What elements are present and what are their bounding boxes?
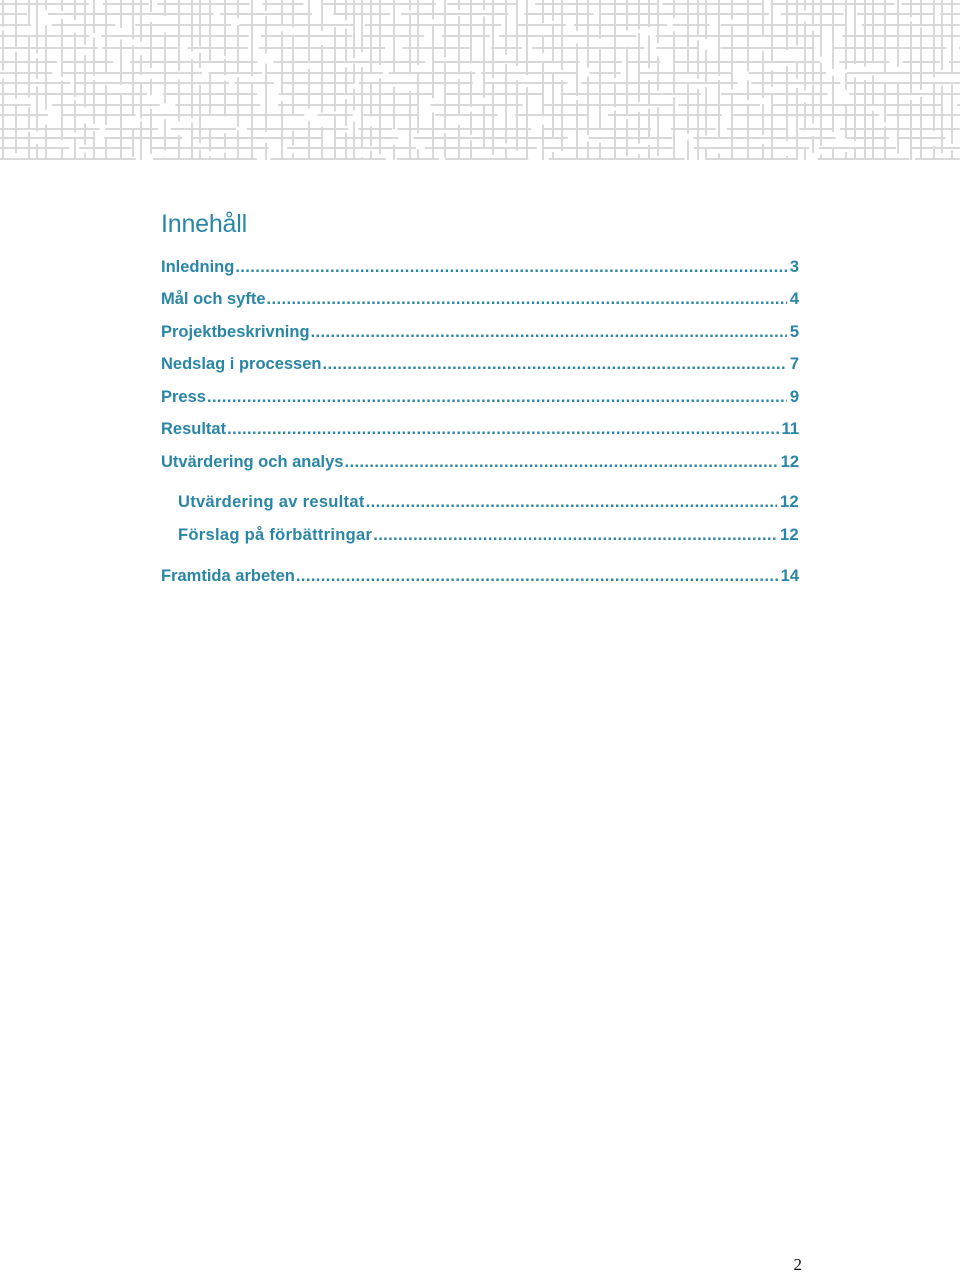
toc-entry-utvardering-och-analys[interactable] [161,450,799,474]
toc-entry-label: Utvärdering av resultat [178,493,365,511]
toc-title: Innehåll [161,210,247,238]
toc-entry-label: Press [161,388,206,406]
toc-entry-press[interactable] [161,385,799,409]
toc-entry-nedslag-i-processen[interactable] [161,352,799,376]
toc-leader [322,352,786,376]
toc-entry-label: Utvärdering och analys [161,453,344,471]
toc-entry-label: Projektbeskrivning [161,323,310,341]
toc-entry-forslag-pa-forbattringar[interactable] [178,523,799,547]
toc-entry-page: 12 [780,493,799,511]
toc-leader [267,287,787,311]
toc-entry-page: 12 [780,453,799,471]
toc-leader [366,490,777,514]
header-grid-pattern [0,0,960,160]
toc-entry-label: Mål och syfte [161,290,266,308]
toc-leader [227,417,778,441]
toc-entry-page: 5 [789,323,799,341]
toc-entry-page: 14 [780,567,799,585]
toc-leader [344,450,777,474]
toc-leader [207,385,787,409]
toc-entry-page: 7 [789,355,799,373]
toc-entry-page: 4 [789,290,799,308]
toc-entry-label: Inledning [161,258,235,276]
toc-leader [311,320,787,344]
toc-entry-page: 11 [781,420,799,438]
toc-entry-framtida-arbeten[interactable] [161,564,799,588]
toc-entry-resultat[interactable] [161,417,799,441]
toc-entry-page: 9 [789,388,799,406]
toc-entry-page: 12 [780,526,799,544]
toc-entry-page: 3 [789,258,799,276]
toc-entry-label: Resultat [161,420,227,438]
toc-entry-utvardering-av-resultat[interactable] [178,490,799,514]
toc-entry-projektbeskrivning[interactable] [161,320,799,344]
toc-leader [373,523,777,547]
page-number: 2 [793,1255,802,1274]
toc-entry-label: Framtida arbeten [161,567,295,585]
toc-entry-label: Förslag på förbättringar [178,526,373,544]
toc-leader [296,564,778,588]
toc-leader [235,255,786,279]
toc-entry-mal-och-syfte[interactable] [161,287,799,311]
toc-entry-inledning[interactable] [161,255,799,279]
toc-entry-label: Nedslag i processen [161,355,322,373]
